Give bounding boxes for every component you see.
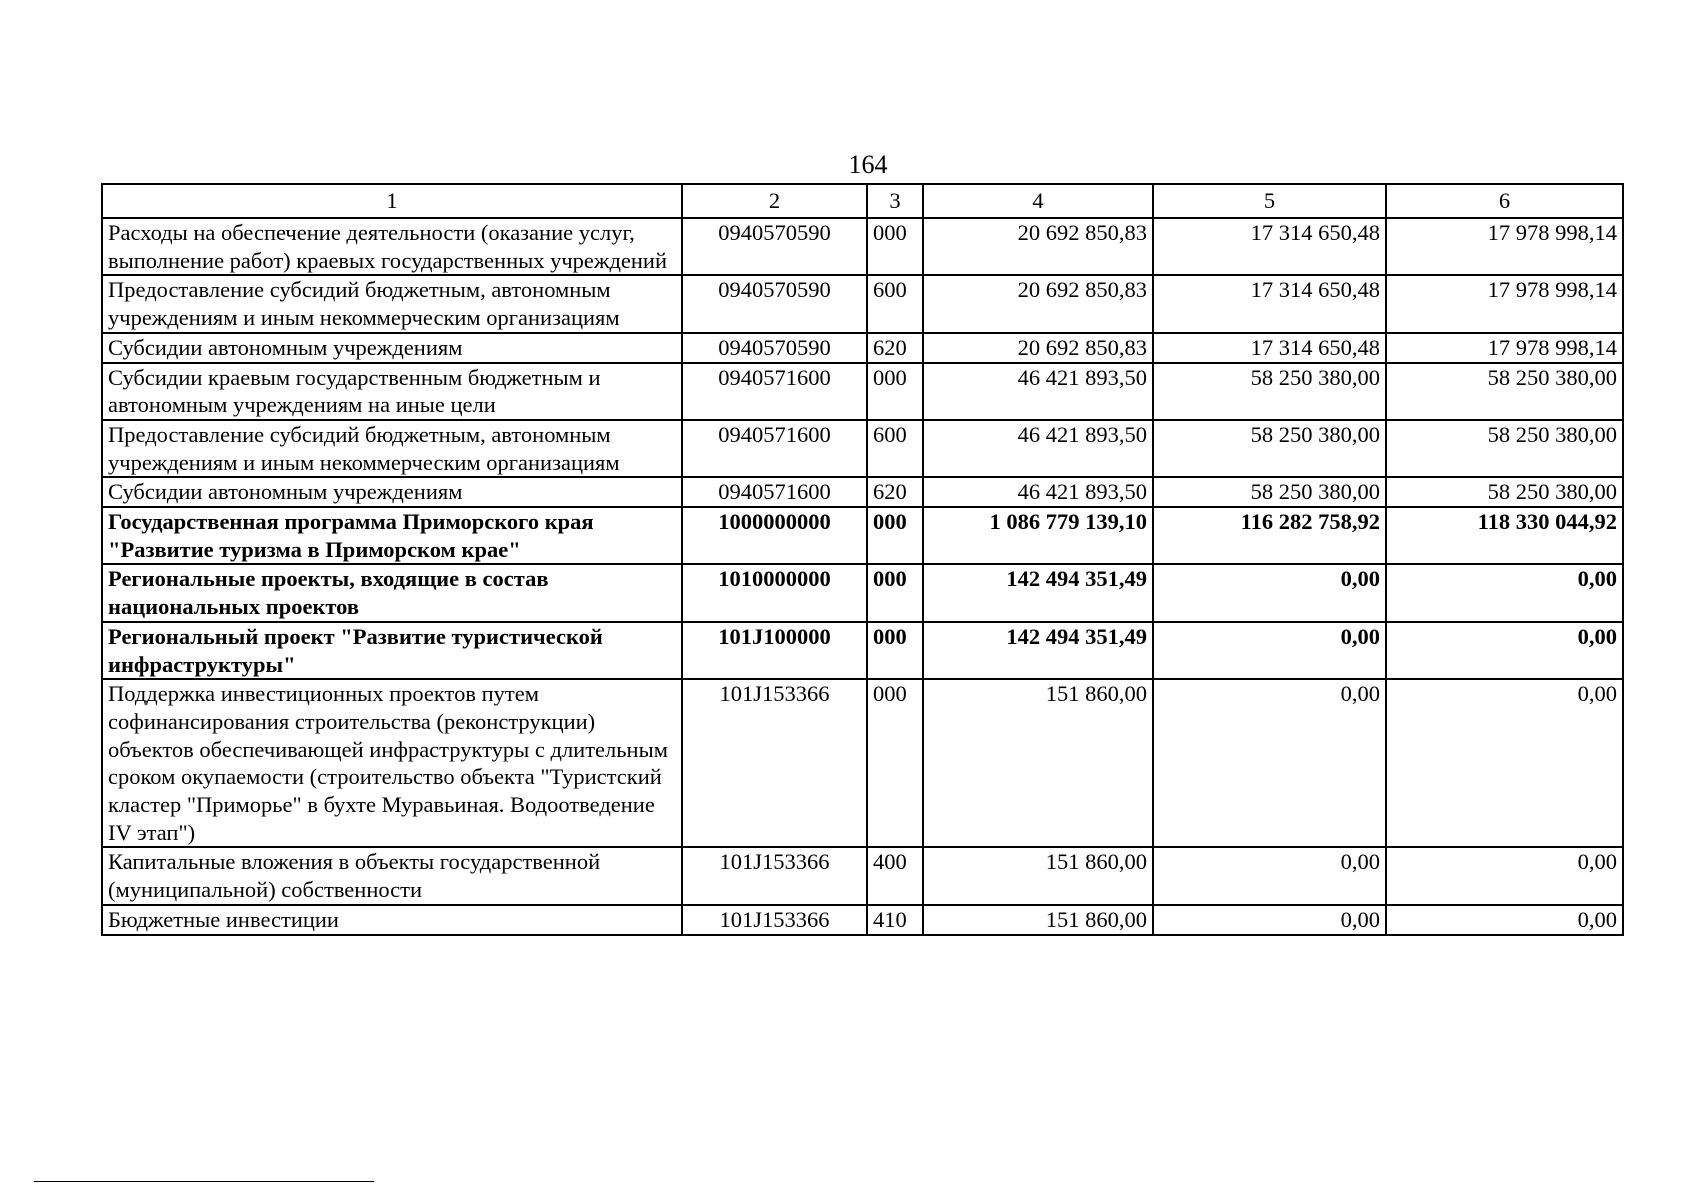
column-header-5: 5 [1153, 184, 1386, 218]
row-code-cell: 0940571600 [682, 420, 867, 477]
table-row [102, 679, 1623, 847]
row-type-cell: 400 [867, 847, 923, 904]
row-value-2024-cell: 0,00 [1153, 905, 1386, 935]
table-body [102, 218, 1623, 935]
table-row [102, 363, 1623, 420]
column-header-6: 6 [1386, 184, 1623, 218]
row-name-cell: Региональные проекты, входящие в состав национальных проектов [102, 564, 682, 621]
row-type-cell: 600 [867, 420, 923, 477]
table-row [102, 507, 1623, 564]
row-value-2024-cell: 116 282 758,92 [1153, 507, 1386, 564]
row-value-2025-cell: 0,00 [1386, 905, 1623, 935]
row-name-cell: Предоставление субсидий бюджетным, автономным учреждениям и иным некоммерческим организациям [102, 275, 682, 332]
table-row [102, 477, 1623, 507]
row-value-2025-cell: 58 250 380,00 [1386, 363, 1623, 420]
row-value-2025-cell: 58 250 380,00 [1386, 477, 1623, 507]
row-value-2025-cell: 0,00 [1386, 679, 1623, 847]
row-value-2023-cell: 142 494 351,49 [923, 622, 1153, 679]
row-value-2024-cell: 0,00 [1153, 564, 1386, 621]
row-type-cell: 000 [867, 564, 923, 621]
row-name-cell: Субсидии краевым государственным бюджетным и автономным учреждениям на иные цели [102, 363, 682, 420]
row-value-2023-cell: 20 692 850,83 [923, 333, 1153, 363]
column-header-1: 1 [102, 184, 682, 218]
row-name-cell: Расходы на обеспечение деятельности (оказание услуг, выполнение работ) краевых государственных учреждений [102, 218, 682, 275]
row-value-2024-cell: 58 250 380,00 [1153, 363, 1386, 420]
table-row [102, 564, 1623, 621]
row-name-cell: Государственная программа Приморского края "Развитие туризма в Приморском крае" [102, 507, 682, 564]
row-value-2025-cell: 17 978 998,14 [1386, 218, 1623, 275]
column-header-4: 4 [923, 184, 1153, 218]
row-name-cell: Субсидии автономным учреждениям [102, 477, 682, 507]
row-code-cell: 0940570590 [682, 218, 867, 275]
table-row [102, 333, 1623, 363]
row-value-2023-cell: 151 860,00 [923, 905, 1153, 935]
row-code-cell: 0940570590 [682, 275, 867, 332]
row-value-2024-cell: 17 314 650,48 [1153, 275, 1386, 332]
row-value-2023-cell: 46 421 893,50 [923, 420, 1153, 477]
table-row [102, 847, 1623, 904]
footnote-separator [34, 1181, 374, 1182]
row-name-cell: Капитальные вложения в объекты государственной (муниципальной) собственности [102, 847, 682, 904]
row-value-2023-cell: 1 086 779 139,10 [923, 507, 1153, 564]
row-type-cell: 620 [867, 333, 923, 363]
row-type-cell: 000 [867, 363, 923, 420]
table-row [102, 622, 1623, 679]
row-code-cell: 0940570590 [682, 333, 867, 363]
row-value-2023-cell: 20 692 850,83 [923, 218, 1153, 275]
row-code-cell: 1000000000 [682, 507, 867, 564]
column-header-2: 2 [682, 184, 867, 218]
row-type-cell: 620 [867, 477, 923, 507]
row-type-cell: 000 [867, 507, 923, 564]
table-row [102, 420, 1623, 477]
row-type-cell: 000 [867, 218, 923, 275]
row-value-2023-cell: 142 494 351,49 [923, 564, 1153, 621]
row-type-cell: 600 [867, 275, 923, 332]
row-name-cell: Бюджетные инвестиции [102, 905, 682, 935]
row-value-2025-cell: 17 978 998,14 [1386, 333, 1623, 363]
row-value-2023-cell: 20 692 850,83 [923, 275, 1153, 332]
row-value-2025-cell: 0,00 [1386, 847, 1623, 904]
row-code-cell: 101J100000 [682, 622, 867, 679]
row-code-cell: 101J153366 [682, 905, 867, 935]
row-value-2024-cell: 0,00 [1153, 622, 1386, 679]
table-row [102, 218, 1623, 275]
row-value-2023-cell: 151 860,00 [923, 679, 1153, 847]
row-value-2025-cell: 0,00 [1386, 622, 1623, 679]
row-value-2023-cell: 151 860,00 [923, 847, 1153, 904]
column-header-3: 3 [867, 184, 923, 218]
row-name-cell: Предоставление субсидий бюджетным, автономным учреждениям и иным некоммерческим организациям [102, 420, 682, 477]
row-type-cell: 000 [867, 679, 923, 847]
table-row [102, 905, 1623, 935]
row-value-2024-cell: 58 250 380,00 [1153, 477, 1386, 507]
row-code-cell: 1010000000 [682, 564, 867, 621]
row-value-2025-cell: 58 250 380,00 [1386, 420, 1623, 477]
row-value-2023-cell: 46 421 893,50 [923, 477, 1153, 507]
row-code-cell: 0940571600 [682, 363, 867, 420]
row-type-cell: 000 [867, 622, 923, 679]
row-value-2024-cell: 0,00 [1153, 679, 1386, 847]
row-value-2025-cell: 118 330 044,92 [1386, 507, 1623, 564]
row-code-cell: 101J153366 [682, 847, 867, 904]
row-value-2024-cell: 17 314 650,48 [1153, 333, 1386, 363]
page-number: 164 [848, 150, 888, 179]
budget-table [101, 183, 1624, 936]
row-value-2024-cell: 0,00 [1153, 847, 1386, 904]
row-value-2025-cell: 0,00 [1386, 564, 1623, 621]
row-code-cell: 101J153366 [682, 679, 867, 847]
row-name-cell: Региональный проект "Развитие туристической инфраструктуры" [102, 622, 682, 679]
row-name-cell: Поддержка инвестиционных проектов путем софинансирования строительства (реконструкции) объектов обеспечивающей инфраструктуры с длительным сроком окупаемости (строительство объекта "Туристский кластер "Приморье" в бухте Муравьиная. Водоотведение IV этап") [102, 679, 682, 847]
row-value-2024-cell: 17 314 650,48 [1153, 218, 1386, 275]
table-header-row [102, 184, 1623, 218]
table-row [102, 275, 1623, 332]
row-value-2024-cell: 58 250 380,00 [1153, 420, 1386, 477]
row-value-2025-cell: 17 978 998,14 [1386, 275, 1623, 332]
row-value-2023-cell: 46 421 893,50 [923, 363, 1153, 420]
row-type-cell: 410 [867, 905, 923, 935]
row-name-cell: Субсидии автономным учреждениям [102, 333, 682, 363]
row-code-cell: 0940571600 [682, 477, 867, 507]
